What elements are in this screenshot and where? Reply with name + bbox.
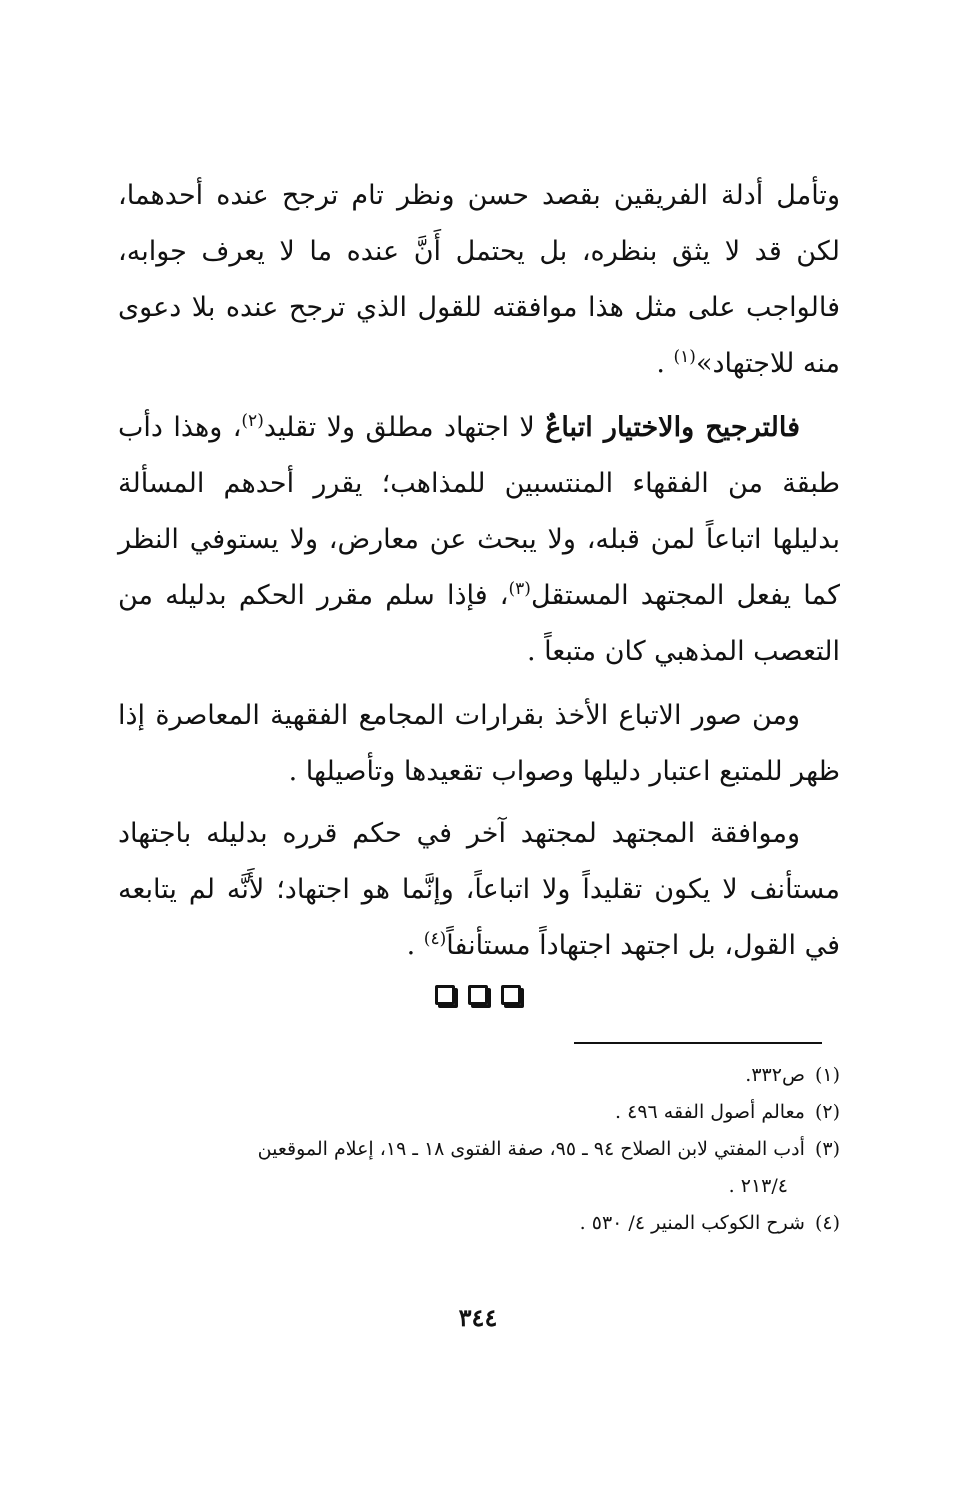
paragraph-2-bold: فالترجيح والاختيار اتباعٌ bbox=[545, 412, 800, 443]
paragraph-4-text: وموافقة المجتهد لمجتهد آخر في حكم قرره بدليله باجتهاد مستأنف لا يكون تقليداً ولا اتباعاً، وإنَّما هو اجتهاد؛ لأَنَّه لم يتابعه في القول، بل اجتهد اجتهاداً مستأنفاً bbox=[118, 818, 840, 961]
paragraph-2-text-b: ، وهذا دأب طبقة من الفقهاء المنتسبين للمذاهب؛ يقرر أحدهم المسألة بدليلها اتباعاً لمن قبله، ولا يبحث عن معارض، ولا يستوفي النظر كما يفعل المجتهد المستقل bbox=[118, 412, 840, 611]
paragraph-1-text: وتأمل أدلة الفريقين بقصد حسن ونظر تام ترجح عنده أحدهما، لكن قد لا يثق بنظره، بل يحتمل أَنَّ عنده ما لا يعرف جوابه، فالواجب على مثل هذا موافقته للقول الذي ترجح عنده بلا دعوى منه للاجتهاد» bbox=[118, 180, 840, 379]
footnote-number: (٣) bbox=[814, 1138, 840, 1160]
footnote-ref-2[interactable]: (٢) bbox=[241, 411, 264, 431]
main-text bbox=[118, 168, 840, 974]
footnote-number: (١) bbox=[814, 1064, 840, 1086]
footnote-text: أدب المفتي لابن الصلاح ٩٤ ـ ٩٥، صفة الفتوى ١٨ ـ ١٩، إعلام الموقعين bbox=[257, 1138, 805, 1160]
footnote-text: معالم أصول الفقه ٤٩٦ . bbox=[615, 1101, 805, 1123]
square-ornament-icon bbox=[435, 985, 455, 1005]
footnote-number: (٢) bbox=[814, 1101, 840, 1123]
footnote-number: (٤) bbox=[814, 1212, 840, 1234]
square-ornament-icon bbox=[468, 985, 488, 1005]
paragraph-2-text-c: ، فإذا سلم مقرر الحكم بدليله من التعصب المذهبي كان متبعاً . bbox=[118, 580, 840, 667]
footnote-2 bbox=[118, 1094, 840, 1131]
paragraph-4 bbox=[118, 806, 840, 974]
paragraph-1 bbox=[118, 168, 840, 392]
footnote-4 bbox=[118, 1205, 840, 1242]
footnote-ref-1[interactable]: (١) bbox=[673, 347, 696, 367]
paragraph-4-end: . bbox=[406, 930, 424, 961]
footnote-continuation: ٢١٣/٤ . bbox=[728, 1175, 788, 1197]
paragraph-2 bbox=[118, 400, 840, 680]
footnotes bbox=[118, 1057, 840, 1242]
paragraph-3 bbox=[118, 688, 840, 800]
footnote-ref-3[interactable]: (٣) bbox=[508, 579, 531, 599]
paragraph-3-text: ومن صور الاتباع الأخذ بقرارات المجامع الفقهية المعاصرة إذا ظهر للمتبع اعتبار دليلها وصواب تقعيدها وتأصيلها . bbox=[118, 700, 840, 787]
footnote-text: ص٣٣٢. bbox=[745, 1064, 805, 1086]
paragraph-1-end: . bbox=[656, 348, 674, 379]
square-ornament-icon bbox=[501, 985, 521, 1005]
footnote-text: شرح الكوكب المنير ٤/ ٥٣٠ . bbox=[579, 1212, 805, 1234]
paragraph-2-text-a: لا اجتهاد مطلق ولا تقليد bbox=[263, 412, 546, 443]
footnote-divider bbox=[574, 1042, 822, 1044]
page-number: ٣٤٤ bbox=[458, 1303, 498, 1332]
footnote-3 bbox=[118, 1131, 840, 1205]
footnote-ref-4[interactable]: (٤) bbox=[423, 929, 447, 949]
footnote-1 bbox=[118, 1057, 840, 1094]
section-separator bbox=[0, 985, 956, 1009]
